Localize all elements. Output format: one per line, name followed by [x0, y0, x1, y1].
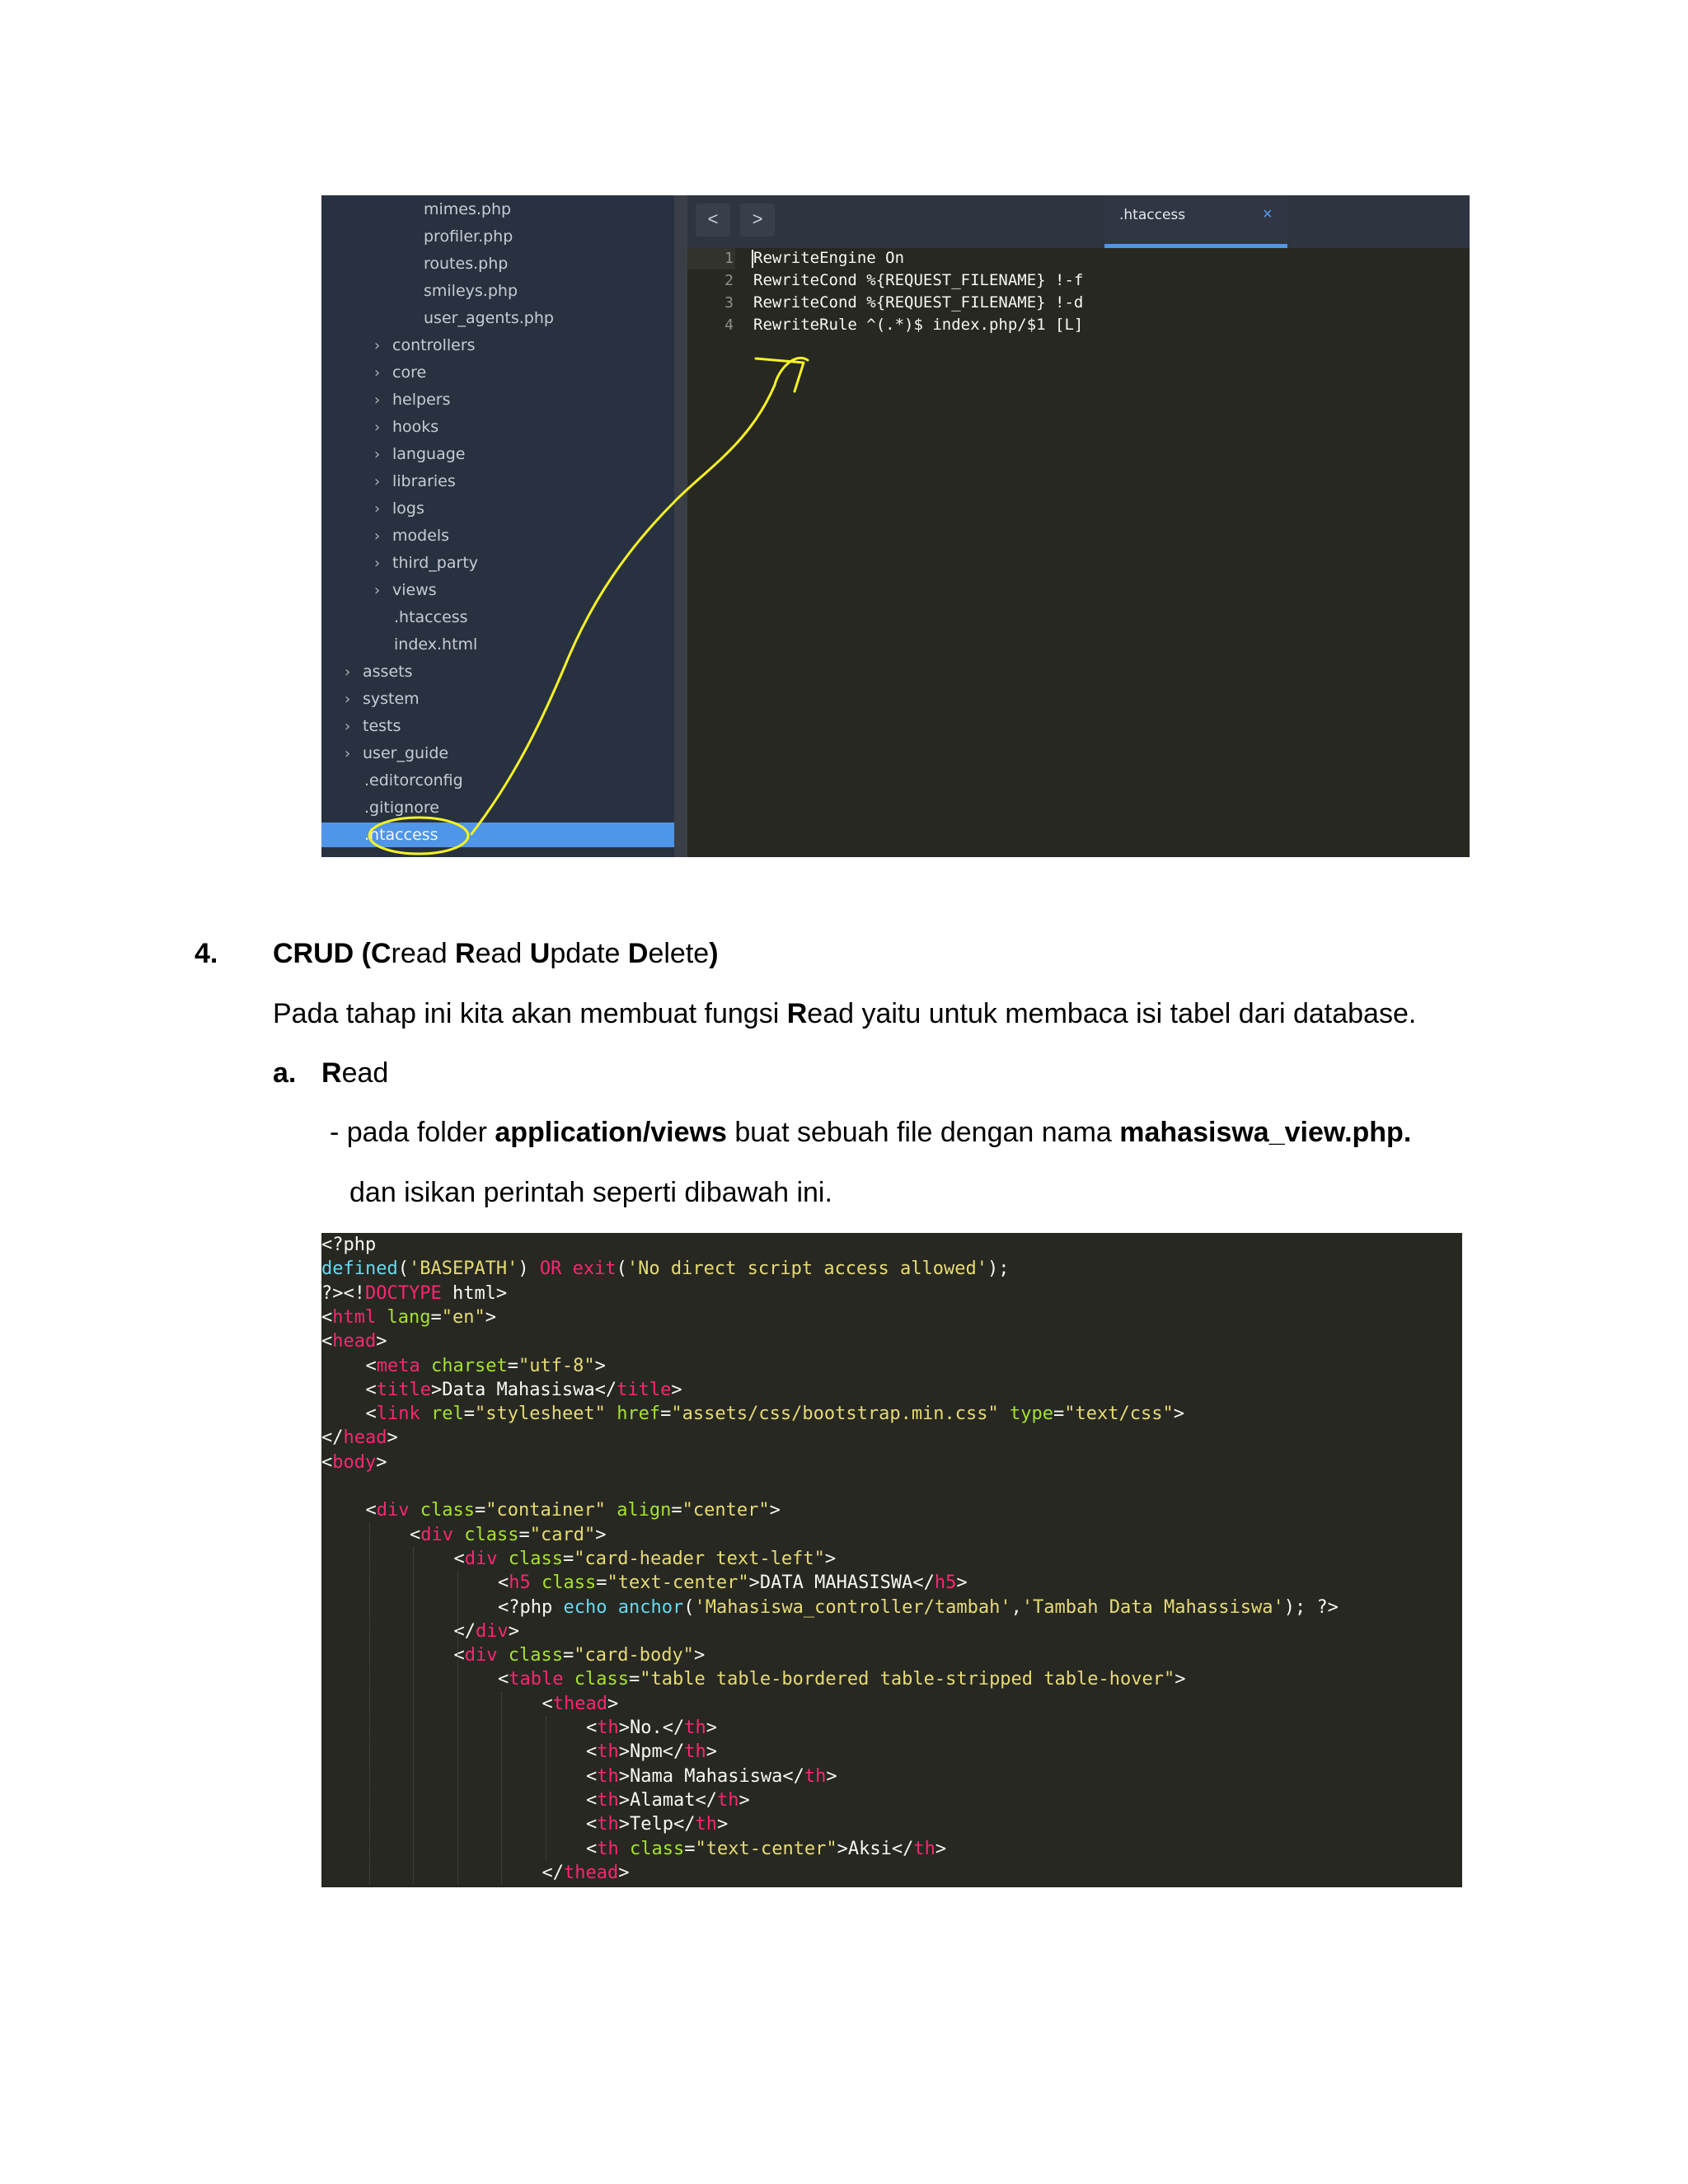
code-token: th [597, 1814, 619, 1835]
tree-item-label: logs [392, 499, 424, 518]
annotation-arrow [471, 358, 808, 834]
code-token: 'Mahasiswa_controller/tambah' [694, 1596, 1011, 1618]
code-token: html> [441, 1282, 508, 1304]
code-token [531, 1572, 542, 1593]
close-icon[interactable]: × [1263, 205, 1273, 223]
code-token: "text/css" [1064, 1404, 1174, 1425]
intro-paragraph [273, 998, 1416, 1030]
code-token [606, 1404, 617, 1424]
section-heading [273, 938, 719, 970]
chevron-right-icon: › [374, 555, 381, 572]
code-token: < [498, 1572, 509, 1594]
code-token: < [586, 1814, 598, 1835]
code-token: html [332, 1306, 377, 1328]
code-token: title [617, 1379, 672, 1400]
code-token: "assets/css/bootstrap.min.css" [671, 1404, 999, 1425]
code-token: align [617, 1500, 672, 1521]
code-line [321, 1329, 387, 1353]
text-run: buat sebuah file dengan nama [726, 1117, 1120, 1148]
code-token: < [321, 1306, 333, 1328]
code-token: exit [572, 1258, 617, 1280]
heading-part: D [627, 938, 649, 969]
code-token: >Aksi</ [837, 1838, 914, 1859]
code-line [542, 1692, 619, 1716]
code-line [454, 1547, 837, 1571]
chevron-right-icon: › [374, 500, 381, 518]
code-token: = [660, 1404, 672, 1425]
code-token: > [485, 1306, 496, 1328]
code-token: < [365, 1379, 377, 1400]
code-token: class [420, 1500, 475, 1521]
code-token: class [574, 1669, 629, 1690]
code-token: <?php [321, 1235, 377, 1255]
code-token: > [618, 1862, 630, 1883]
tree-item-label: tests [363, 717, 401, 735]
code-token: "card-body" [574, 1645, 694, 1666]
code-token: > [935, 1838, 947, 1859]
code-token: >Alamat</ [618, 1789, 717, 1811]
code-token: "card-header text-left" [574, 1548, 825, 1569]
code-token [420, 1404, 431, 1424]
code-token: class [508, 1645, 563, 1666]
code-token: head [343, 1427, 387, 1449]
code-line [410, 1523, 606, 1547]
code-token: th [716, 1789, 739, 1811]
chevron-right-icon: › [374, 473, 381, 490]
chevron-right-icon: › [374, 364, 381, 382]
code-line [586, 1812, 728, 1836]
tree-item-label: helpers [392, 391, 451, 409]
code-token: = [628, 1669, 640, 1690]
code-token [410, 1500, 420, 1521]
code-token: class [542, 1572, 597, 1594]
code-line [321, 1426, 398, 1450]
code-token: type [1010, 1404, 1054, 1425]
tree-item-label: controllers [392, 336, 476, 354]
indent-guide [457, 1571, 458, 1885]
code-line [586, 1716, 717, 1740]
code-token: < [586, 1789, 598, 1811]
text-run: Pada tahap ini kita akan membuat fungsi [273, 998, 787, 1029]
text-run: ead [341, 1057, 389, 1089]
code-token: > [376, 1331, 387, 1352]
code-token: 'No direct script access allowed' [626, 1258, 987, 1280]
code-token: div [376, 1500, 410, 1521]
code-token: "container" [485, 1500, 606, 1521]
code-token: , [1010, 1596, 1022, 1618]
code-token: > [706, 1718, 717, 1738]
chevron-left-icon: < [707, 209, 719, 229]
code-token: ); ?> [1283, 1596, 1339, 1618]
tree-item-label: user_agents.php [424, 309, 554, 327]
code-token [498, 1645, 509, 1666]
code-token: head [332, 1331, 377, 1352]
code-line [366, 1498, 781, 1522]
heading-part: U [529, 938, 551, 969]
code-token: = [430, 1306, 442, 1328]
text-run: mahasiswa_view.php. [1119, 1117, 1412, 1148]
code-token: > [956, 1572, 968, 1594]
code-token: < [586, 1718, 598, 1738]
tree-item-label: third_party [392, 554, 479, 572]
code-token: thead [552, 1693, 607, 1714]
code-line [366, 1378, 682, 1402]
code-token: OR [539, 1258, 562, 1280]
code-token: 'Tambah Data Mahassiswa' [1021, 1596, 1284, 1618]
code-token: < [321, 1451, 333, 1473]
tree-item-label: .htaccess [394, 608, 468, 626]
code-token [453, 1525, 464, 1545]
code-line [454, 1643, 706, 1667]
tree-item-label: models [392, 527, 450, 545]
code-token: class [630, 1838, 685, 1859]
code-line [586, 1740, 717, 1764]
editor-screenshot [321, 195, 1470, 857]
chevron-right-icon: › [374, 391, 381, 409]
code-token: table [509, 1669, 564, 1690]
code-token [420, 1356, 431, 1376]
code-token: th [597, 1718, 619, 1738]
code-token: ( [616, 1258, 627, 1280]
code-token: href [617, 1404, 661, 1425]
heading-part: read [391, 938, 456, 969]
code-token: rel [430, 1404, 464, 1425]
code-token: th [684, 1718, 706, 1738]
code-token: th [684, 1741, 706, 1763]
code-token: < [498, 1669, 509, 1690]
indent-guide [369, 1523, 370, 1886]
tree-item-label: system [363, 690, 420, 708]
code-token: "text-center" [695, 1838, 837, 1859]
code-token [561, 1258, 572, 1279]
code-token: = [562, 1645, 574, 1666]
code-line [366, 1354, 606, 1378]
code-token: "en" [441, 1306, 485, 1328]
code-token: < [410, 1524, 421, 1545]
code-token: > [595, 1524, 607, 1545]
code-line [321, 1282, 507, 1305]
code-token: h5 [509, 1572, 531, 1594]
code-token: > [824, 1548, 837, 1569]
heading-part: elete [648, 938, 710, 969]
text-run: R [321, 1057, 342, 1089]
code-token: class [508, 1548, 563, 1569]
code-token: </ [542, 1862, 564, 1883]
chevron-right-icon: › [374, 446, 381, 463]
code-token: title [376, 1379, 431, 1400]
code-line [321, 1257, 1010, 1281]
code-token: > [594, 1355, 606, 1376]
code-token: DOCTYPE [364, 1282, 442, 1304]
chevron-right-icon: › [374, 582, 381, 599]
code-line: RewriteEngine On [753, 249, 905, 267]
code-line: RewriteCond %{REQUEST_FILENAME} !-d [753, 293, 1084, 312]
code-token [607, 1597, 617, 1618]
step-line-2: dan isikan perintah seperti dibawah ini. [349, 1177, 832, 1208]
code-token: meta [376, 1355, 420, 1376]
section-number: 4. [195, 938, 218, 969]
code-token: th [597, 1741, 619, 1763]
code-token: > [769, 1500, 781, 1521]
line-number: 3 [724, 294, 734, 312]
code-token: > [1173, 1404, 1184, 1425]
code-token [606, 1500, 617, 1521]
tree-item-label: views [392, 581, 437, 599]
code-token: div [476, 1620, 509, 1642]
tree-item-label: hooks [392, 418, 439, 436]
code-token: h5 [934, 1572, 957, 1594]
code-token: th [695, 1814, 717, 1835]
code-line [586, 1765, 837, 1788]
heading-part: CRUD (C [273, 938, 392, 969]
tree-item-label: index.html [394, 635, 478, 654]
code-line [498, 1667, 1185, 1691]
code-token: < [321, 1331, 333, 1352]
tree-item-label: .htaccess [364, 826, 438, 844]
text-run: R [786, 998, 808, 1029]
code-token: class [464, 1524, 519, 1545]
step-line-1 [330, 1117, 1411, 1149]
code-token: div [464, 1645, 498, 1666]
subsection-heading [321, 1057, 388, 1090]
code-token: < [453, 1548, 465, 1569]
code-line [321, 1305, 496, 1329]
code-token: anchor [617, 1596, 684, 1618]
code-token: th [597, 1765, 619, 1787]
heading-part: ) [709, 938, 719, 969]
indent-guide [501, 1692, 502, 1885]
chevron-right-icon: > [752, 209, 763, 229]
code-token: </ [453, 1620, 476, 1642]
code-token: >DATA MAHASISWA</ [748, 1572, 935, 1594]
code-line [366, 1402, 1184, 1426]
heading-part: ead [475, 938, 530, 969]
tree-item-label: profiler.php [424, 227, 513, 246]
text-run: - pada folder [330, 1117, 495, 1148]
code-token: "text-center" [607, 1572, 749, 1594]
code-token: > [671, 1379, 682, 1400]
tree-item-label: .gitignore [364, 799, 439, 817]
code-token: th [597, 1838, 619, 1859]
tree-item-label: language [392, 445, 466, 463]
code-line [454, 1619, 520, 1643]
code-token [619, 1839, 630, 1859]
tree-item-label: user_guide [363, 744, 449, 762]
line-number: 1 [724, 250, 734, 267]
code-token: > [716, 1814, 729, 1835]
code-token: body [332, 1451, 377, 1473]
code-token: = [474, 1500, 486, 1521]
code-token: "utf-8" [518, 1355, 595, 1376]
code-token: > [693, 1645, 706, 1666]
code-token: < [542, 1693, 553, 1714]
tree-item-label: assets [363, 663, 413, 681]
code-token: ?><! [321, 1282, 365, 1304]
line-number: 4 [724, 316, 734, 334]
code-token: < [453, 1645, 465, 1666]
code-token: > [706, 1741, 717, 1763]
code-token: >Npm</ [618, 1741, 685, 1763]
chevron-right-icon: › [374, 419, 381, 436]
chevron-right-icon: › [345, 718, 351, 735]
line-number: 2 [724, 272, 734, 289]
code-line [586, 1788, 750, 1812]
code-token: lang [387, 1306, 431, 1328]
code-token: > [376, 1451, 387, 1473]
code-token: < [365, 1404, 377, 1425]
code-token: th [597, 1789, 619, 1811]
code-token: </ [321, 1427, 344, 1449]
code-token: charset [430, 1355, 508, 1376]
code-token: = [463, 1404, 475, 1425]
heading-part: R [455, 938, 476, 969]
code-screenshot [321, 1233, 1462, 1887]
code-token: >No.</ [618, 1718, 685, 1738]
code-token: > [508, 1620, 519, 1642]
code-token: = [1053, 1404, 1065, 1425]
code-token: < [586, 1741, 598, 1763]
code-line: RewriteCond %{REQUEST_FILENAME} !-f [753, 271, 1084, 289]
chevron-right-icon: › [374, 337, 381, 354]
chevron-right-icon: › [374, 527, 381, 545]
code-token [498, 1549, 509, 1569]
tree-item-label: mimes.php [424, 200, 512, 218]
code-token: < [586, 1765, 598, 1787]
code-token: > [738, 1789, 750, 1811]
code-token: >Telp</ [618, 1814, 696, 1835]
code-token: >Data Mahasiswa</ [430, 1379, 617, 1400]
text-run: application/views [495, 1117, 727, 1148]
code-token: th [804, 1765, 827, 1787]
code-token: defined [321, 1258, 398, 1280]
code-token: < [365, 1355, 377, 1376]
code-token: >Nama Mahasiswa</ [618, 1765, 804, 1787]
code-line [498, 1596, 1339, 1619]
code-line [586, 1837, 946, 1861]
code-token: th [913, 1838, 935, 1859]
code-token: = [562, 1548, 574, 1569]
code-token: ( [397, 1258, 409, 1280]
code-token: < [365, 1500, 377, 1521]
code-line [321, 1451, 387, 1474]
code-token: = [507, 1355, 518, 1376]
heading-part: pdate [550, 938, 628, 969]
code-token: "card" [529, 1524, 596, 1545]
tree-item-label: core [392, 363, 427, 382]
text-run: ead yaitu untuk membaca isi tabel dari database. [807, 998, 1417, 1029]
code-token: echo [563, 1596, 607, 1618]
code-token: 'BASEPATH' [408, 1258, 518, 1280]
tree-item-label: routes.php [424, 255, 509, 273]
code-token: = [671, 1500, 682, 1521]
code-token: ( [683, 1596, 695, 1618]
code-token: > [826, 1765, 837, 1787]
code-line [542, 1861, 630, 1885]
code-line: RewriteRule ^(.*)$ index.php/$1 [L] [753, 316, 1084, 334]
code-token: <?php [498, 1596, 564, 1618]
subsection-letter: a. [273, 1057, 297, 1089]
code-line [321, 1233, 376, 1257]
code-token: ); [987, 1258, 1010, 1280]
code-token: div [464, 1548, 498, 1569]
code-token: > [1175, 1669, 1186, 1690]
code-token: > [607, 1693, 619, 1714]
chevron-right-icon: › [345, 691, 351, 708]
chevron-right-icon: › [345, 663, 351, 681]
indent-guide [413, 1547, 414, 1885]
code-token: div [420, 1524, 453, 1545]
code-token: link [376, 1404, 420, 1425]
chevron-right-icon: › [345, 745, 351, 762]
code-token: "table table-bordered table-stripped table-hover" [640, 1669, 1175, 1690]
code-token: > [387, 1427, 398, 1449]
tree-item-label: .editorconfig [364, 771, 463, 790]
code-token: = [596, 1572, 607, 1594]
tree-item-label: smileys.php [424, 282, 518, 300]
code-token: = [684, 1838, 696, 1859]
code-token: < [586, 1838, 598, 1859]
code-token: "center" [682, 1500, 770, 1521]
annotation-drawing [321, 195, 1470, 857]
code-token: = [518, 1524, 530, 1545]
annotation-circle [369, 818, 468, 854]
code-token: thead [564, 1862, 619, 1883]
code-line [498, 1571, 968, 1595]
code-token: ) [518, 1258, 540, 1280]
tree-item-label: libraries [392, 472, 456, 490]
tab-label: .htaccess [1119, 207, 1186, 223]
code-token [376, 1307, 387, 1328]
code-token [999, 1404, 1010, 1424]
code-token: "stylesheet" [474, 1404, 606, 1425]
code-token [563, 1669, 574, 1690]
